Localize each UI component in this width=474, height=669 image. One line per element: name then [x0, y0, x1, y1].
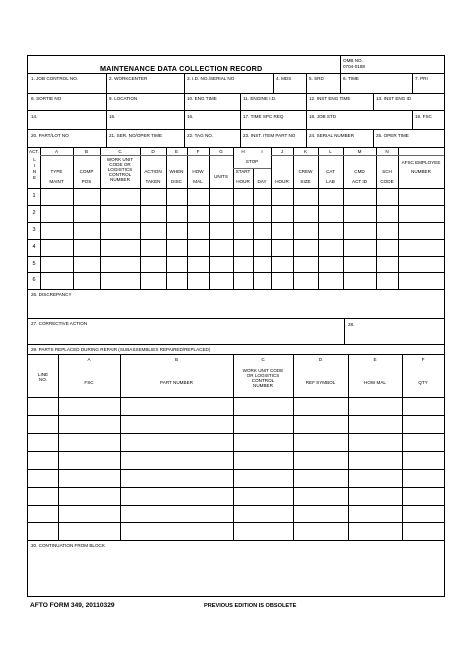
table-row[interactable]: 2 [32, 210, 36, 216]
parts-ref-symbol-header: REF SYMBOL [305, 380, 336, 385]
cat-lab-header: CAT LAB [326, 169, 335, 184]
continuation-field[interactable]: 30. CONTINUATION FROM BLOCK [31, 543, 105, 548]
part-lot-no-field[interactable]: 20. PART/LOT NO [31, 133, 69, 138]
srd-field[interactable]: 5. SRD [309, 76, 324, 81]
action-taken-header: ACTION TAKEN [144, 169, 162, 184]
id-serial-no-field[interactable]: 3. I.D. NO./SERIAL NO [187, 76, 235, 81]
time-spc-req-field[interactable]: 17. TIME SPC REQ [243, 114, 284, 119]
table-row[interactable]: 5 [32, 261, 36, 267]
parts-line-no-header: LINE NO. [37, 372, 49, 382]
cmd-act-id-header: CMD ACT ID [352, 169, 367, 184]
col-letter-d: D [151, 149, 155, 154]
col-letter-e: E [174, 149, 179, 154]
line-letter-e: E [32, 175, 37, 180]
col-letter-k: K [303, 149, 308, 154]
form-title: MAINTENANCE DATA COLLECTION RECORD [100, 64, 263, 73]
col-letter-n: N [385, 149, 389, 154]
col-letter-c: C [118, 149, 122, 154]
col-letter-a: A [54, 149, 59, 154]
omb-number: 0704-0188 [343, 64, 365, 69]
col-letter-m: M [357, 149, 362, 154]
line-letter-i: I [33, 163, 36, 168]
item-28-field[interactable]: 28. [348, 322, 355, 327]
parts-letter-e: E [373, 357, 377, 362]
table-row[interactable]: 6 [32, 277, 36, 283]
line-letter-n: N [32, 169, 37, 174]
serial-number-field[interactable]: 24. SERIAL NUMBER [309, 133, 355, 138]
tag-no-field[interactable]: 22. TAG NO. [187, 133, 214, 138]
item-15-field[interactable]: 15. [109, 114, 116, 119]
inst-eng-id-field[interactable]: 13. INST ENG ID [376, 96, 412, 101]
stop-label: STOP [245, 159, 259, 164]
parts-section-title: 29. PARTS REPLACED DURING REPAIR (SUBASSEMBLIES REPAIRED/REPLACED) [31, 347, 211, 352]
job-control-no-field[interactable]: 1. JOB CONTROL NO. [31, 76, 79, 81]
sch-code-header: SCH CODE [380, 169, 394, 184]
location-field[interactable]: 9. LOCATION [109, 96, 138, 101]
parts-how-mal-header: HOW MAL [364, 380, 386, 385]
item-14-field[interactable]: 14. [31, 114, 38, 119]
parts-letter-a: A [87, 357, 91, 362]
inst-eng-time-field[interactable]: 12. INST ENG TIME [309, 96, 351, 101]
table-row[interactable]: 4 [32, 244, 36, 250]
when-disc-header: WHEN DISC [169, 169, 184, 184]
item-16-field[interactable]: 16. [187, 114, 194, 119]
omb-label: OMB NO. [343, 58, 363, 63]
table-row[interactable]: 1 [32, 193, 36, 199]
engine-id-field[interactable]: 11. ENGINE I.D. [243, 96, 277, 101]
mds-field[interactable]: 4. MDS [276, 76, 292, 81]
parts-fsc-header: FSC [84, 380, 94, 385]
units-header: UNITS [214, 174, 228, 179]
oper-time-field[interactable]: 25. OPER TIME [376, 133, 409, 138]
col-letter-f: F [196, 149, 200, 154]
eng-time-field[interactable]: 10. ENG TIME [187, 96, 217, 101]
time-field[interactable]: 6. TIME [343, 76, 359, 81]
sortie-no-field[interactable]: 8. SORTIE NO [31, 96, 62, 101]
pri-field[interactable]: 7. PRI [415, 76, 428, 81]
col-letter-l: L [329, 149, 332, 154]
parts-letter-b: B [174, 357, 179, 362]
crew-size-header: CREW SIZE [298, 169, 313, 184]
how-mal-header: HOW MAL [192, 169, 204, 184]
previous-edition-note: PREVIOUS EDITION IS OBSOLETE [204, 603, 297, 609]
parts-qty-header: QTY [418, 380, 428, 385]
day-header: DAY [257, 179, 267, 184]
parts-letter-f: F [421, 357, 425, 362]
corrective-action-field[interactable]: 27. CORRECTIVE ACTION [31, 321, 88, 326]
col-letter-j: J [280, 149, 284, 154]
discrepancy-field[interactable]: 26. DISCREPANCY [31, 292, 72, 297]
act-label: ACT. [29, 149, 39, 154]
parts-letter-d: D [318, 357, 323, 362]
workcenter-field[interactable]: 2. WORKCENTER [109, 76, 148, 81]
form-number: AFTO FORM 349, 20110329 [30, 602, 115, 609]
ser-no-oper-time-field[interactable]: 21. SER. NO/OPER TIME [109, 133, 163, 138]
comp-pos-header: COMP POS [79, 169, 94, 184]
parts-part-number-header: PART NUMBER [160, 380, 193, 385]
start-hour-header: START HOUR [235, 169, 251, 184]
line-letter-l: L [33, 157, 36, 162]
maintenance-form [27, 55, 445, 597]
wuc-header: WORK UNIT CODE OR LOGISTICS CONTROL NUMBER [106, 157, 134, 182]
afsc-employee-header: AFSC EMPLOYEE NUMBER [401, 160, 441, 174]
col-letter-i: I [261, 149, 263, 154]
col-letter-h: H [241, 149, 245, 154]
col-letter-g: G [219, 149, 223, 154]
parts-letter-c: C [261, 357, 265, 362]
hour-header: HOUR [275, 179, 289, 184]
col-letter-b: B [84, 149, 89, 154]
type-maint-header: TYPE MAINT [49, 169, 64, 184]
table-row[interactable]: 3 [32, 227, 36, 233]
parts-wuc-header: WORK UNIT CODE OR LOGISTICS CONTROL NUMBER [242, 368, 284, 388]
job-std-field[interactable]: 18. JOB STD [309, 114, 337, 119]
inst-item-part-no-field[interactable]: 23. INST. ITEM PART NO [243, 133, 296, 138]
fsc-field[interactable]: 19. FSC [415, 114, 432, 119]
